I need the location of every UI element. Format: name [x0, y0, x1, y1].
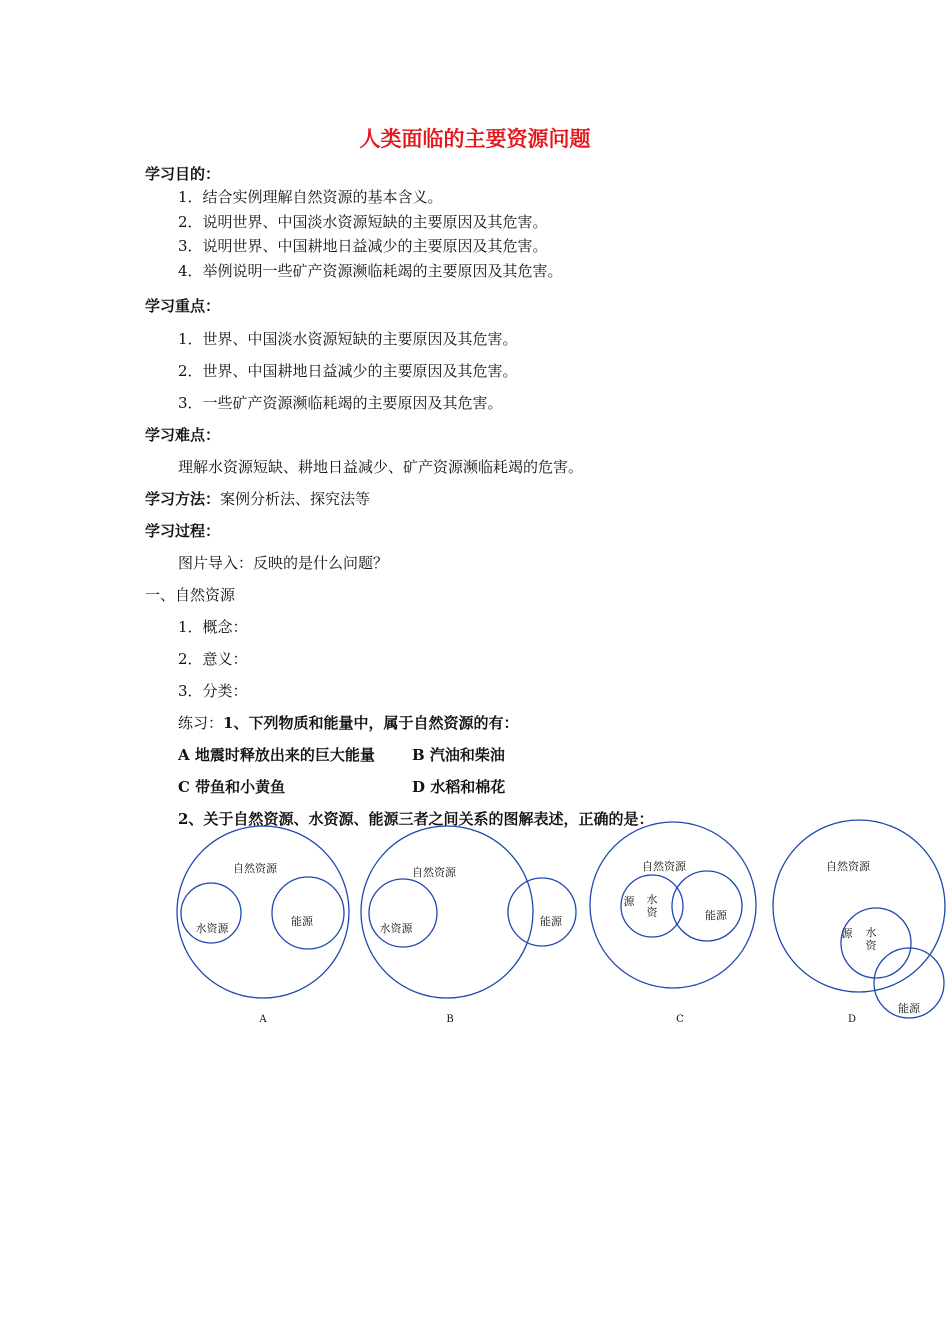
question-1: 1、下列物质和能量中，属于自然资源的有：	[223, 714, 519, 732]
exercise-prefix: 练习：	[178, 714, 224, 732]
question-2: 2、关于自然资源、水资源、能源三者之间关系的图解表述，正确的是：	[178, 810, 654, 828]
energy-circle	[272, 877, 344, 949]
difficulties-text: 理解水资源短缺、耕地日益减少、矿产资源濒临耗竭的危害。	[178, 458, 584, 476]
objective-item: 2．说明世界、中国淡水资源短缺的主要原因及其危害。	[178, 213, 548, 231]
venn-option-c	[590, 822, 756, 1025]
methods-text: 案例分析法、探究法等	[220, 490, 371, 508]
venn-option-d	[773, 820, 945, 1025]
water-resource-label: 水资源	[379, 922, 413, 935]
option-a: A 地震时释放出来的巨大能量	[178, 746, 375, 764]
natural-resource-label: 自然资源	[642, 860, 686, 873]
objective-item: 1．结合实例理解自然资源的基本含义。	[178, 188, 443, 206]
water-resource-label: 水资源	[195, 922, 229, 935]
objectives-heading: 学习目的：	[145, 165, 221, 183]
option-b: B 汽油和柴油	[412, 746, 505, 764]
natural-resource-circle	[177, 826, 349, 998]
natural-resource-label: 自然资源	[826, 860, 870, 873]
water-label-part: 源	[623, 895, 635, 908]
energy-label: 能源	[898, 1002, 920, 1015]
objective-item: 4．举例说明一些矿产资源濒临耗竭的主要原因及其危害。	[178, 262, 563, 280]
natural-resource-circle	[590, 822, 756, 988]
key-point-item: 2．世界、中国耕地日益减少的主要原因及其危害。	[178, 362, 518, 380]
water-resource-circle	[369, 879, 437, 947]
objective-item: 3．说明世界、中国耕地日益减少的主要原因及其危害。	[178, 237, 548, 255]
natural-resource-label: 自然资源	[412, 866, 456, 879]
natural-resource-circle	[773, 820, 945, 992]
water-label-part: 水	[865, 926, 877, 939]
water-label-part: 资	[646, 906, 658, 919]
energy-label: 能源	[291, 915, 313, 928]
key-points-heading: 学习重点：	[145, 297, 221, 315]
process-item: 3．分类：	[178, 682, 248, 700]
water-label-part: 源	[841, 927, 853, 940]
venn-option-a	[177, 826, 349, 1025]
option-label: B	[446, 1014, 454, 1025]
process-heading: 学习过程：	[145, 522, 221, 540]
natural-resource-label: 自然资源	[233, 862, 277, 875]
venn-option-b	[361, 826, 576, 1025]
process-item: 2．意义：	[178, 650, 248, 668]
option-label: A	[259, 1014, 267, 1025]
methods-heading: 学习方法：	[145, 490, 221, 508]
page-title: 人类面临的主要资源问题	[359, 126, 591, 151]
natural-resource-circle	[361, 826, 533, 998]
energy-label: 能源	[540, 915, 562, 928]
energy-circle	[508, 878, 576, 946]
process-intro: 图片导入：反映的是什么问题？	[178, 554, 389, 572]
option-d: D 水稻和棉花	[412, 778, 506, 796]
option-label: D	[847, 1014, 857, 1025]
water-label-part: 资	[865, 939, 877, 952]
key-point-item: 3．一些矿产资源濒临耗竭的主要原因及其危害。	[178, 394, 503, 412]
difficulties-heading: 学习难点：	[145, 426, 221, 444]
option-c: C 带鱼和小黄鱼	[178, 778, 286, 796]
option-label: C	[676, 1014, 684, 1025]
energy-label: 能源	[705, 909, 727, 922]
process-item: 1．概念：	[178, 618, 248, 636]
water-label-part: 水	[646, 893, 658, 906]
section-title: 一、自然资源	[145, 586, 236, 604]
key-point-item: 1．世界、中国淡水资源短缺的主要原因及其危害。	[178, 330, 518, 348]
